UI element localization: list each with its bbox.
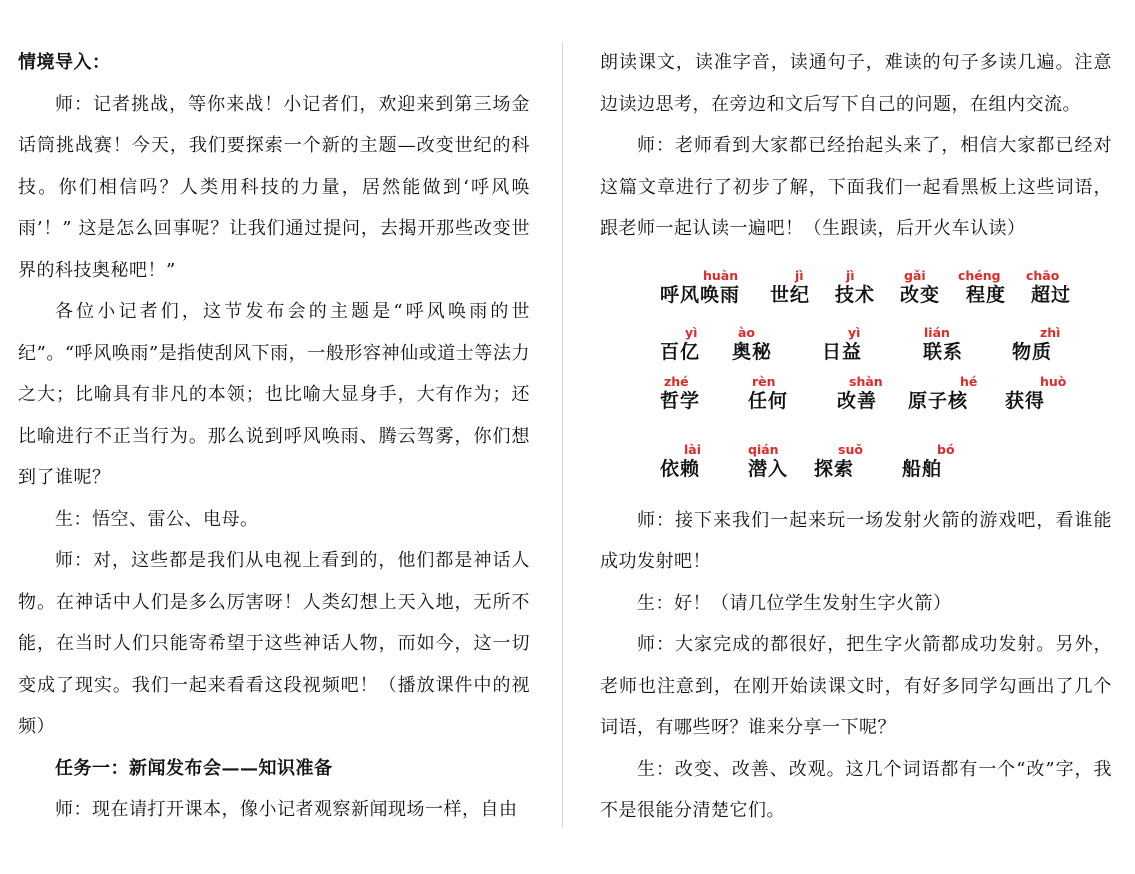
vocabulary-board <box>600 250 1112 500</box>
vocab-word <box>835 267 876 307</box>
vocab-word <box>732 324 773 364</box>
hanzi: 程度 <box>966 283 1007 306</box>
vocab-word <box>770 267 811 307</box>
task-heading: 任务一：新闻发布会——知识准备 <box>55 757 333 779</box>
pinyin: huò <box>1040 373 1067 389</box>
hanzi: 获得 <box>1005 389 1046 412</box>
hanzi: 奥秘 <box>732 340 773 363</box>
vocab-word <box>923 324 964 364</box>
pinyin: ào <box>738 324 756 340</box>
hanzi: 呼风唤雨 <box>660 283 741 306</box>
paragraph: 各位小记者们，这节发布会的主题是“呼风唤雨的世纪”。“呼风唤雨”是指使刮风下雨，一般形容神仙或道士等法力之大；比喻具有非凡的本领；也比喻大显身手，大有作为；还比喻进行不正当行为。那么说到呼风唤雨、腾云驾雾，你们想到了谁呢？ <box>18 301 530 488</box>
intro-heading: 情境导入： <box>18 52 111 73</box>
pinyin: bó <box>937 441 955 457</box>
hanzi: 任何 <box>748 389 789 412</box>
hanzi: 改善 <box>837 389 878 412</box>
hanzi: 改变 <box>900 283 941 306</box>
vocab-row <box>600 267 1112 320</box>
paragraph: 师：接下来我们一起来玩一场发射火箭的游戏吧，看谁能成功发射吧！ <box>600 509 1112 572</box>
pinyin: gǎi <box>904 267 926 283</box>
hanzi: 百亿 <box>660 340 701 363</box>
paragraph: 生：改变、改善、改观。这几个词语都有一个“改”字，我不是很能分清楚它们。 <box>600 758 1112 821</box>
pinyin: hé <box>960 373 978 389</box>
pinyin: lián <box>924 324 950 340</box>
vocab-word <box>748 373 789 413</box>
vocab-word <box>1012 324 1061 364</box>
right-column <box>600 0 1112 832</box>
hanzi: 超过 <box>1031 283 1072 306</box>
paragraph: 生：好！（请几位学生发射生字火箭） <box>637 592 952 614</box>
vocab-row <box>600 373 1112 426</box>
pinyin: jì <box>795 267 804 283</box>
pinyin: huàn <box>703 267 739 283</box>
left-column <box>18 0 530 831</box>
vocab-word <box>908 373 978 413</box>
vocab-word <box>1005 373 1067 413</box>
paragraph: 师：大家完成的都很好，把生字火箭都成功发射。另外，老师也注意到，在刚开始读课文时，有好多同学勾画出了几个词语，有哪些呀？谁来分享一下呢？ <box>600 634 1112 738</box>
vocab-word <box>748 441 789 481</box>
hanzi: 世纪 <box>770 283 811 306</box>
vocab-word <box>902 441 955 481</box>
vocab-row <box>600 324 1112 377</box>
paragraph: 师：记者挑战，等你来战！小记者们，欢迎来到第三场金话筒挑战赛！今天，我们要探索一个新的主题—改变世纪的科技。你们相信吗？人类用科技的力量，居然能做到‘呼风唤雨’！” 这是怎么回事呢？让我们通过提问，去揭开那些改变世界的科技奥秘吧！” <box>18 93 530 281</box>
hanzi: 潜入 <box>748 457 789 480</box>
paragraph: 师：老师看到大家都已经抬起头来了，相信大家都已经对这篇文章进行了初步了解，下面我们一起看黑板上这些词语，跟老师一起认读一遍吧！（生跟读，后开火车认读） <box>600 135 1112 239</box>
hanzi: 哲学 <box>660 389 701 412</box>
vocab-word <box>1026 267 1072 307</box>
hanzi: 技术 <box>835 283 876 306</box>
pinyin: chāo <box>1026 267 1060 283</box>
vocab-word <box>822 324 863 364</box>
pinyin: chéng <box>958 267 1001 283</box>
pinyin: shàn <box>849 373 883 389</box>
pinyin: rèn <box>752 373 776 389</box>
vocab-row <box>600 441 1112 494</box>
paragraph: 师：对，这些都是我们从电视上看到的，他们都是神话人物。在神话中人们是多么厉害呀！人类幻想上天入地，无所不能，在当时人们只能寄希望于这些神话人物，而如今，这一切变成了现实。我们一起来看看这段视频吧！（播放课件中的视频） <box>18 550 530 737</box>
hanzi: 船舶 <box>902 457 943 480</box>
paragraph: 师：现在请打开课本，像小记者观察新闻现场一样，自由 <box>55 799 518 820</box>
vocab-word <box>660 441 702 481</box>
vocab-word <box>660 267 741 307</box>
vocab-word <box>900 267 941 307</box>
pinyin: yì <box>848 324 861 340</box>
hanzi: 物质 <box>1012 340 1053 363</box>
vocab-word <box>958 267 1007 307</box>
column-divider <box>562 42 563 828</box>
pinyin: suǒ <box>838 441 863 457</box>
vocab-word <box>660 324 701 364</box>
pinyin: zhì <box>1040 324 1061 340</box>
hanzi: 探索 <box>814 457 855 480</box>
pinyin: qián <box>748 441 779 457</box>
vocab-word <box>660 373 701 413</box>
paragraph: 生：悟空、雷公、电母。 <box>55 508 259 530</box>
vocab-word <box>814 441 863 481</box>
hanzi: 原子核 <box>908 389 969 412</box>
paragraph: 朗读课文，读准字音，读通句子，难读的句子多读几遍。注意边读边思考，在旁边和文后写下自己的问题，在组内交流。 <box>600 52 1112 115</box>
vocab-word <box>837 373 883 413</box>
pinyin: jì <box>846 267 855 283</box>
hanzi: 联系 <box>923 340 964 363</box>
pinyin: zhé <box>664 373 689 389</box>
pinyin: lài <box>684 441 702 457</box>
hanzi: 日益 <box>822 340 863 363</box>
pinyin: yì <box>685 324 698 340</box>
hanzi: 依赖 <box>660 457 701 480</box>
